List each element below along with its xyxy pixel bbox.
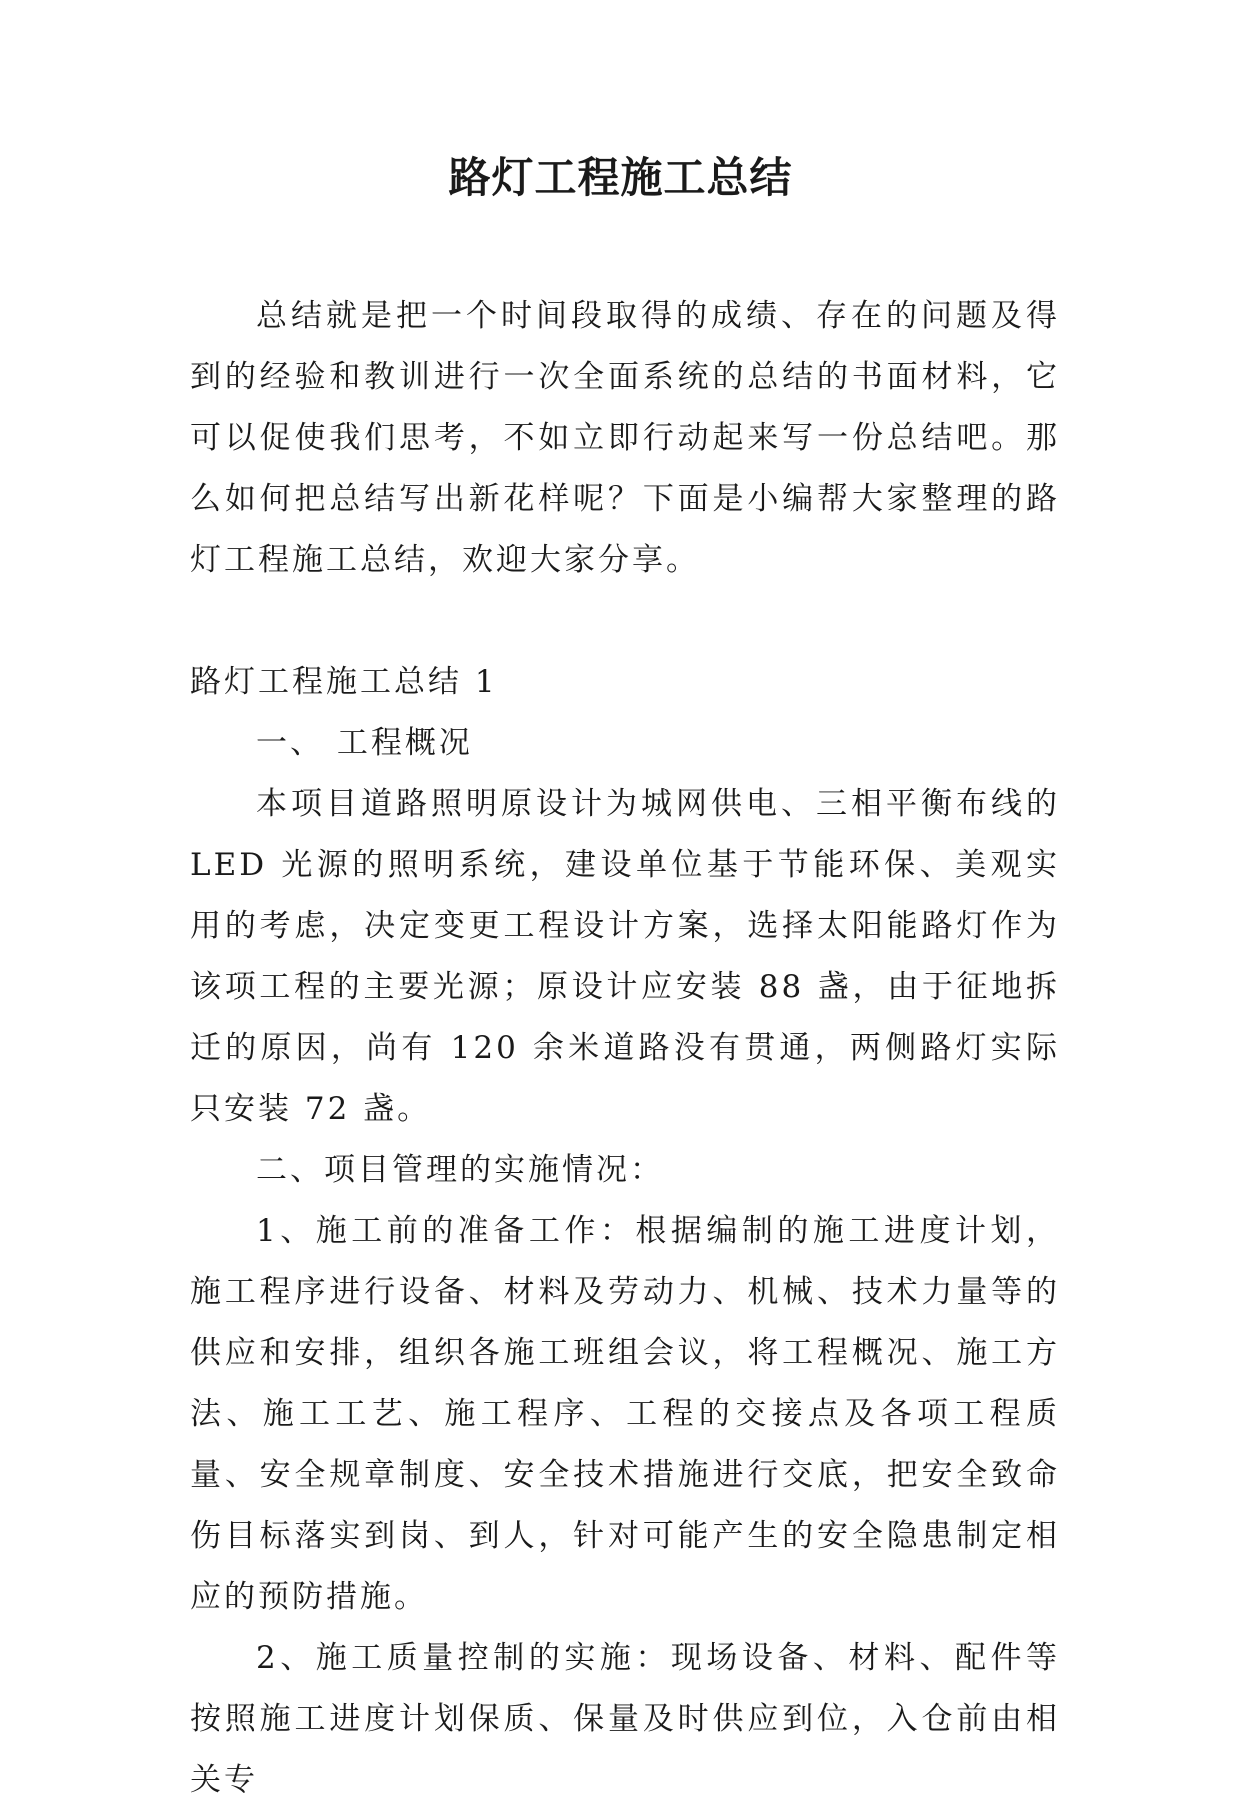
project-overview-paragraph: 本项目道路照明原设计为城网供电、三相平衡布线的 LED 光源的照明系统，建设单位基于节能环保、美观实用的考虑，决定变更工程设计方案，选择太阳能路灯作为该项工程的主要光源；原设计应安装 88 盏，由于征地拆迁的原因，尚有 120 余米道路没有贯通，两侧路灯实际只安装 72 盏。 xyxy=(190,786,1060,1127)
preparation-paragraph: 1、施工前的准备工作：根据编制的施工进度计划，施工程序进行设备、材料及劳动力、机械、技术力量等的供应和安排，组织各施工班组会议，将工程概况、施工方法、施工工艺、施工程序、工程的交接点及各项工程质量、安全规章制度、安全技术措施进行交底，把安全致命伤目标落实到岗、到人，针对可能产生的安全隐患制定相应的预防措施。 xyxy=(190,1213,1060,1615)
heading-project-management: 二、项目管理的实施情况： xyxy=(256,1152,664,1188)
intro-paragraph: 总结就是把一个时间段取得的成绩、存在的问题及得到的经验和教训进行一次全面系统的总结的书面材料，它可以促使我们思考，不如立即行动起来写一份总结吧。那么如何把总结写出新花样呢？下面是小编帮大家整理的路灯工程施工总结，欢迎大家分享。 xyxy=(190,298,1060,578)
document-title: 路灯工程施工总结 xyxy=(448,153,793,202)
section-title: 路灯工程施工总结 1 xyxy=(190,664,498,700)
quality-control-paragraph: 2、施工质量控制的实施：现场设备、材料、配件等按照施工进度计划保质、保量及时供应到位，入仓前由相关专 xyxy=(190,1640,1060,1798)
document-body xyxy=(190,286,1060,1811)
heading-project-overview: 一、 工程概况 xyxy=(256,725,473,761)
